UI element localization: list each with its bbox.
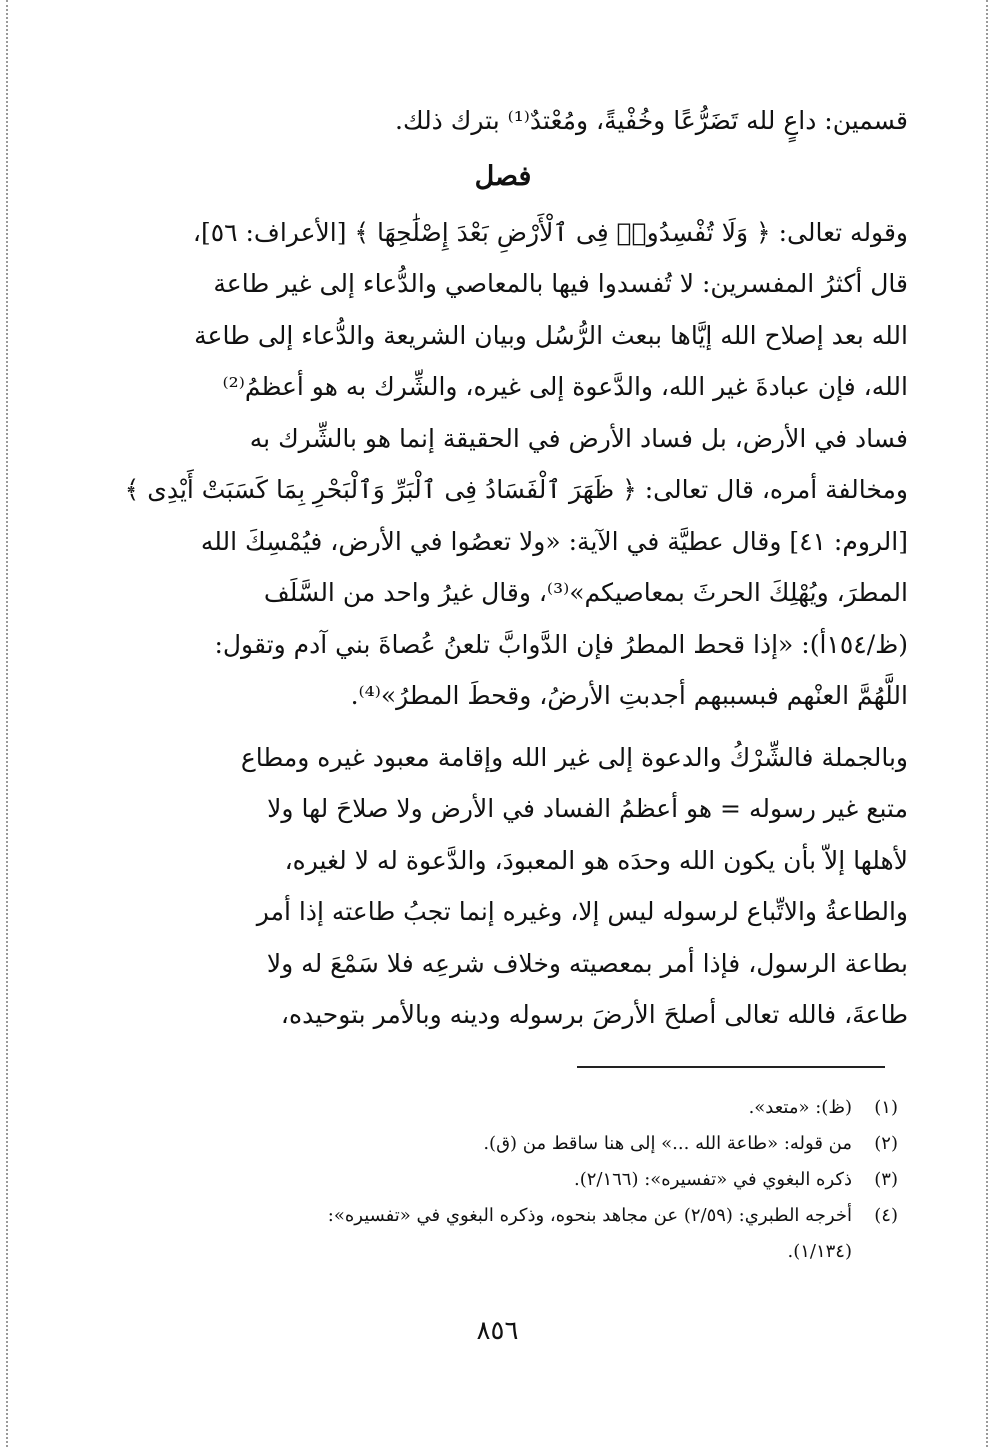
page-body [98,95,908,1041]
footnote-number: (٤) [874,1205,898,1226]
text-line: المطرَ، ويُهْلِكَ الحرثَ بمعاصيكم»⁽³⁾، وقال غيرُ واحد من السَّلَف [263,578,908,607]
text-line: طاعةَ، فالله تعالى أصلحَ الأرضَ برسوله ودينه وبالأمر بتوحيده، [280,1000,908,1029]
footnote-continuation: (١/١٣٤). [787,1241,852,1262]
text-line: قال أكثرُ المفسرين: لا تُفسدوا فيها بالمعاصي والدُّعاء إلى غير طاعة [213,269,908,298]
text-line: متبع غير رسوله = هو أعظمُ الفساد في الأرض ولا صلاحَ لها ولا [267,794,908,823]
footnote-number: (١) [874,1097,898,1118]
text-line: وقوله تعالى: ﴿ وَلَا تُفْسِدُوا۟ فِى ٱلْأَرْضِ بَعْدَ إِصْلَٰحِهَا ﴾ [الأعراف: ٥٦]، [192,217,908,247]
footnote-item [98,1198,898,1234]
page-number: ٨٥٦ [476,1316,519,1346]
footnote-number: (٣) [874,1169,898,1190]
text-line: (ظ/١٥٤أ): «إذا قحط المطرُ فإن الدَّوابَّ تلعنُ عُصاةَ بني آدم وتقول: [214,629,908,659]
footnote-item [98,1162,898,1198]
footnote-divider [577,1066,885,1068]
scan-border-right [986,0,988,1447]
scan-border-left [6,0,8,1447]
section-heading: فصل [474,160,532,192]
footnote-item [98,1090,898,1126]
text-line: لأهلها إلاّ بأن يكون الله وحدَه هو المعبودَ، والدَّعوة له لا لغيره، [284,845,908,875]
footnote-text: ذكره البغوي في «تفسيره»: (٢/١٦٦). [573,1169,852,1190]
footnote-text: أخرجه الطبري: (٢/٥٩) عن مجاهد بنحوه، وذكره البغوي في «تفسيره»: [327,1205,852,1226]
footnote-text: (ظ): «متعد». [748,1097,852,1118]
text-line: فساد في الأرض، بل فساد الأرض في الحقيقة إنما هو بالشِّرك به [249,423,908,453]
paragraph-gap [98,722,908,732]
text-line: [الروم: ٤١] وقال عطيَّة في الآية: «ولا تعصُوا في الأرض، فيُمْسِكَ الله [200,526,908,556]
text-line: الله بعد إصلاح الله إيَّاها ببعث الرُّسُل وبيان الشريعة والدُّعاء إلى طاعة [194,320,908,350]
footnote-text: من قوله: «طاعة الله ...» إلى هنا ساقط من (ق). [483,1133,852,1154]
text-line: اللَّهُمَّ العنْهم فبسببهم أجدبتِ الأرضُ، وقحطَ المطرُ»⁽⁴⁾. [350,681,908,710]
footnotes [98,1090,898,1270]
text-line: الله، فإن عبادةَ غير الله، والدَّعوة إلى غيره، والشِّرك به هو أعظمُ⁽²⁾ [222,372,908,401]
footnote-number: (٢) [874,1133,898,1154]
footnote-item [98,1126,898,1162]
text-line: قسمين: داعٍ لله تَضَرُّعًا وخُفْيةً، ومُعْتدٌ⁽¹⁾ بترك ذلك. [395,106,908,135]
text-line: والطاعةُ والاتِّباع لرسوله ليس إلا، وغيره إنما تجبُ طاعته إذا أمر [256,897,908,926]
text-line: ومخالفة أمره، قال تعالى: ﴿ ظَهَرَ ٱلْفَسَادُ فِى ٱلْبَرِّ وَٱلْبَحْرِ بِمَا كَسَبَتْ أَيْدِى ﴾ [124,475,908,504]
text-line: بطاعة الرسول، فإذا أمر بمعصيته وخلاف شرعِه فلا سَمْعَ له ولا [266,948,908,978]
text-line: وبالجملة فالشِّرْكُ والدعوة إلى غير الله وإقامة معبود غيره ومطاع [240,742,908,772]
